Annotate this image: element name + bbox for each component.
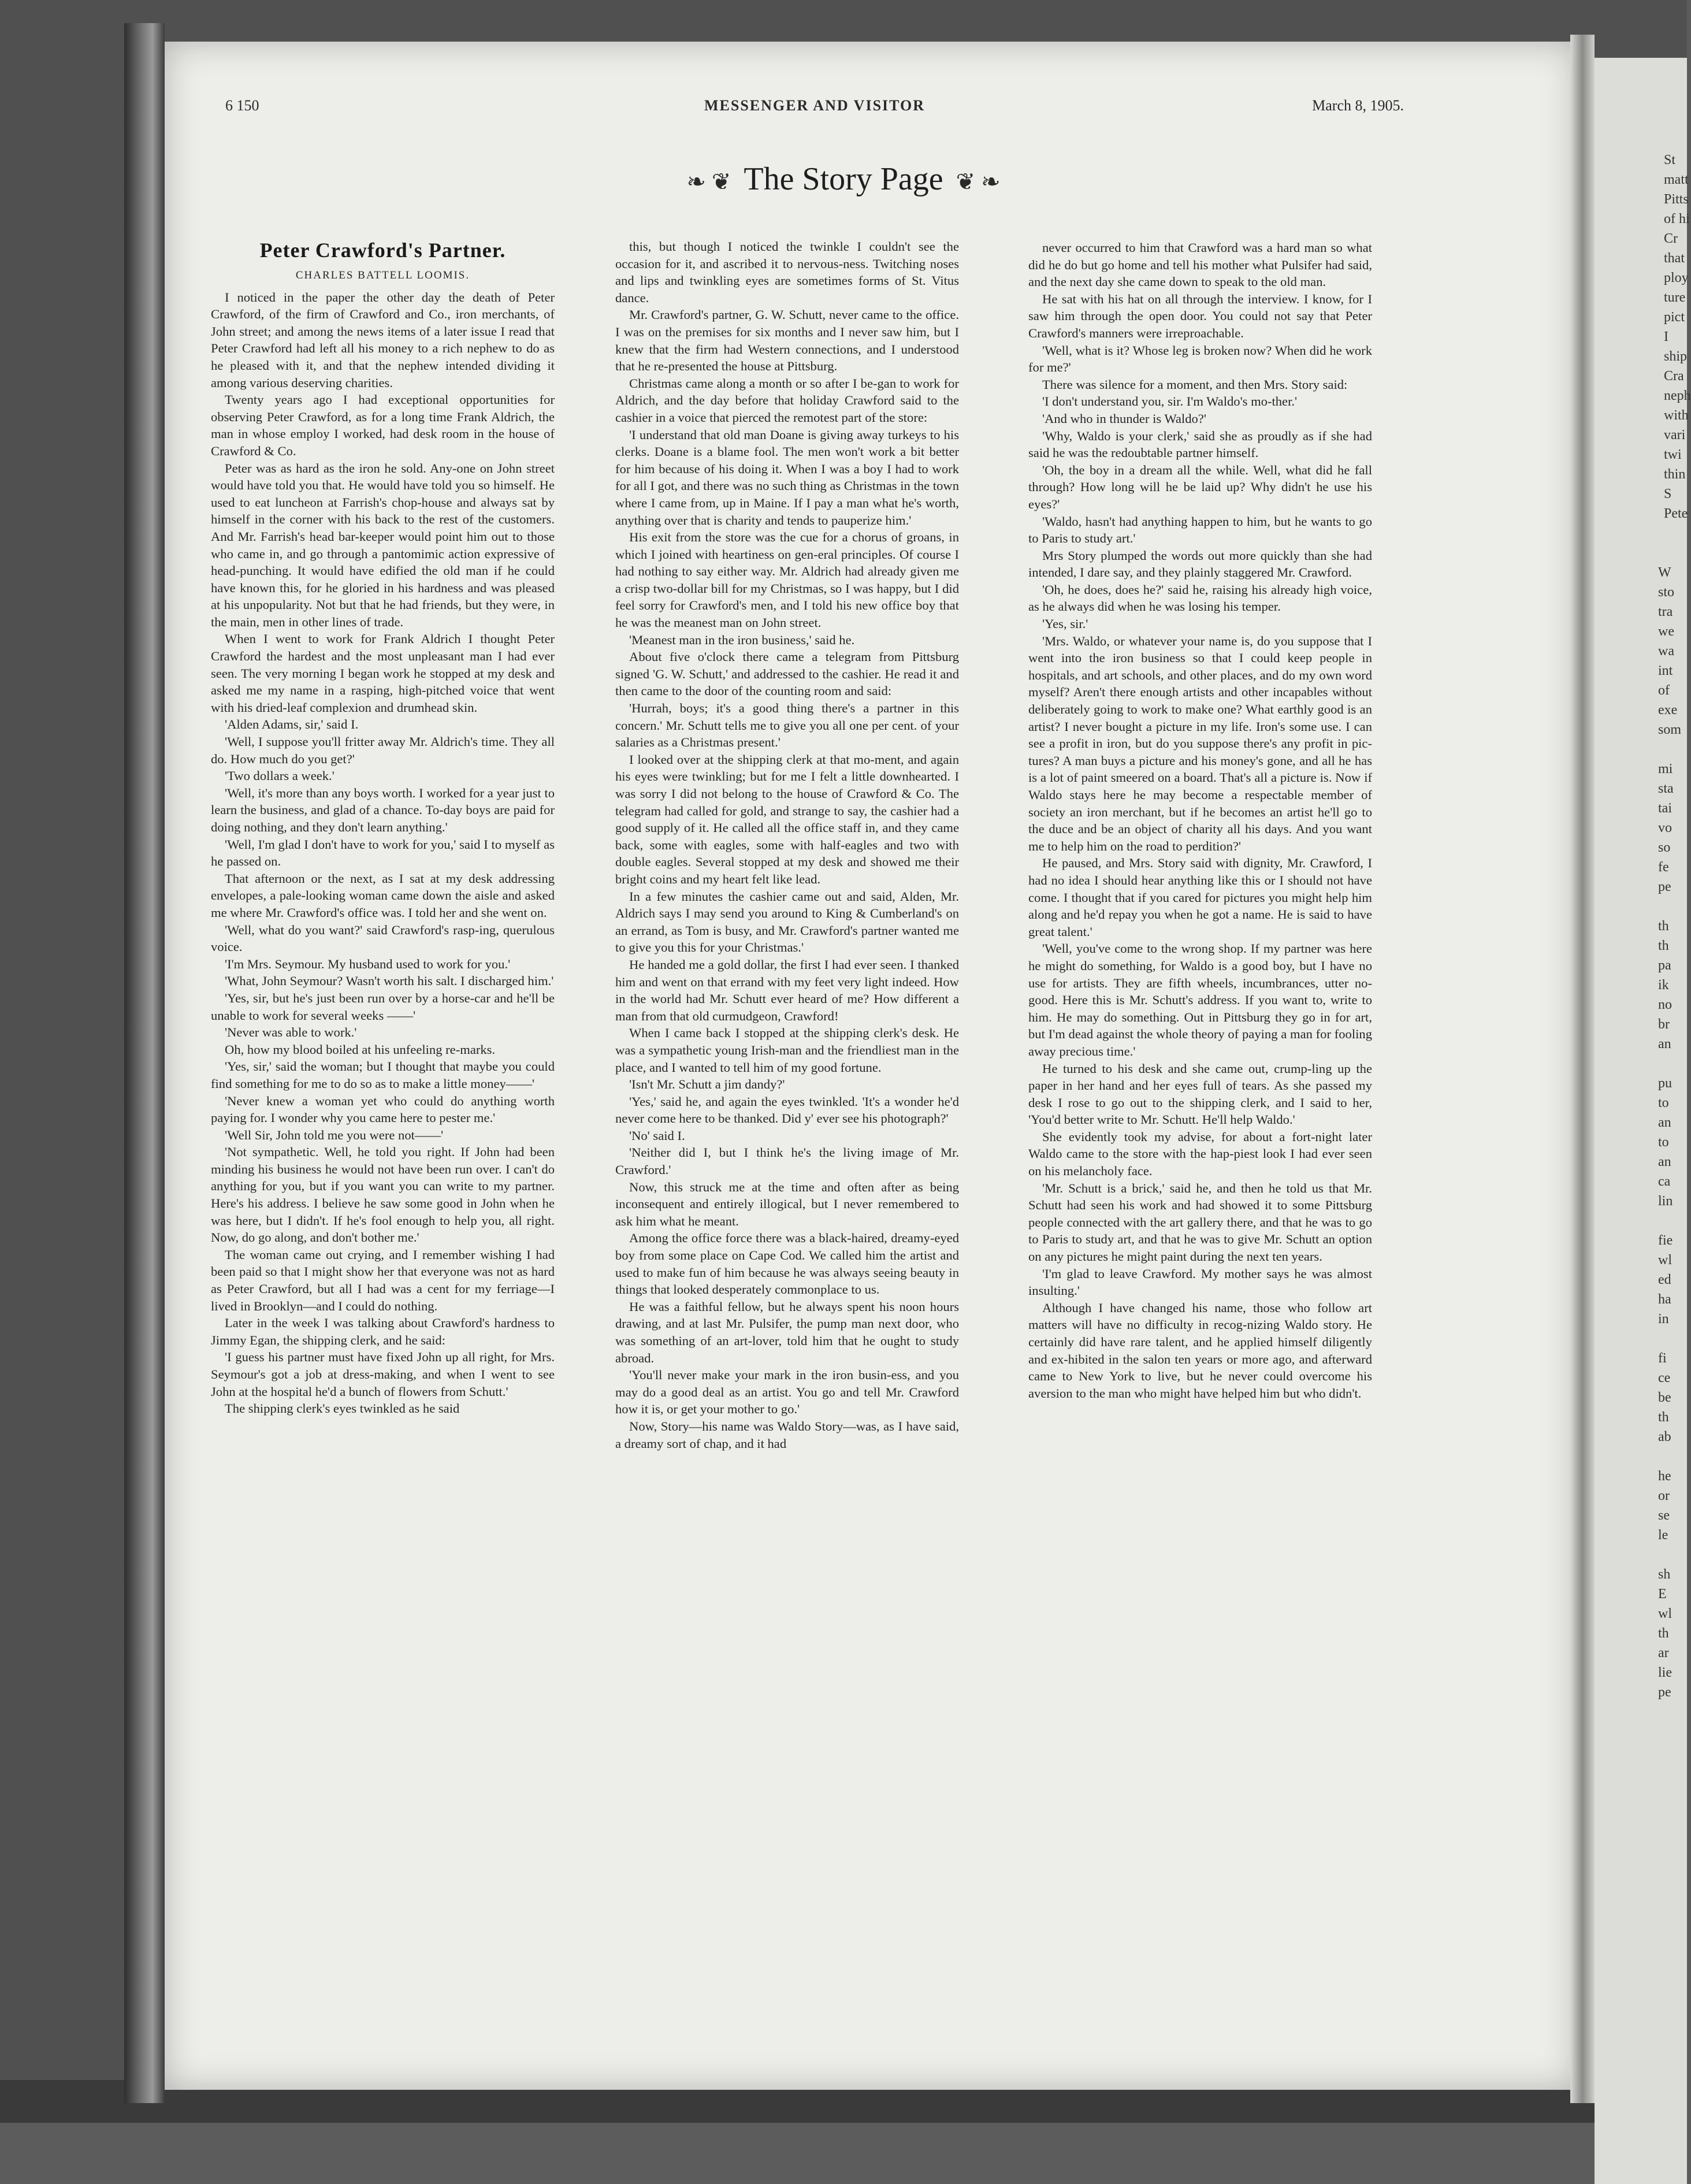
page-header: [225, 97, 1404, 120]
adjacent-page-line: mi: [1658, 762, 1673, 777]
adjacent-page-line: [1595, 1054, 1687, 1074]
adjacent-page-line: Pete: [1664, 506, 1688, 521]
adjacent-page-line: ca: [1658, 1174, 1671, 1189]
story-paragraph: 'Yes,' said he, and again the eyes twinkled. 'It's a wonder he'd never come here to be thanked. Did y' ever see his photograph?': [615, 1094, 959, 1126]
page-binding-edge: [1570, 35, 1595, 2103]
adjacent-page-line: br: [1658, 1017, 1670, 1032]
story-paragraph: never occurred to him that Crawford was a hard man so what did he do but go home and tell his mother what Pulsifer had said, and the next day she came down to speak to the old man.: [1028, 240, 1372, 289]
story-paragraph: 'Meanest man in the iron business,' said he.: [629, 632, 855, 647]
story-paragraph: He handed me a gold dollar, the first I had ever seen. I thanked him and went on that errand with my feet very light indeed. How in the world had Mr. Schutt ever heard of me? How different a man from that old curmudgeon, Crawford!: [615, 957, 959, 1023]
story-paragraph: 'Alden Adams, sir,' said I.: [225, 717, 359, 732]
adjacent-page-line: he: [1658, 1469, 1671, 1484]
adjacent-page-line: neph: [1664, 388, 1691, 403]
adjacent-page-line: som: [1658, 722, 1682, 737]
adjacent-page-line: th: [1658, 919, 1669, 934]
text-column-2: [615, 238, 959, 1971]
adjacent-page-line: [1595, 740, 1687, 759]
story-paragraph: Among the office force there was a black-haired, dreamy-eyed boy from some place on Cape Cod. We called him the artist and used to make fun of him because he was always seeing beauty in things that looked desperately commonplace to us.: [615, 1231, 959, 1297]
story-paragraph: 'Never was able to work.': [225, 1025, 357, 1040]
story-paragraph: 'Hurrah, boys; it's a good thing there's a partner in this concern.' Mr. Schutt tells me to give you all one per cent. of your salaries as a Christmas present.': [615, 701, 959, 750]
adjacent-page-line: in: [1658, 1312, 1669, 1327]
adjacent-page-line: lin: [1658, 1194, 1673, 1209]
story-paragraph: this, but though I noticed the twinkle I couldn't see the occasion for it, and ascribed it to nervous-ness. Twitching noses and lips and twinkling eyes are sometimes forms of St. Vitus dance.: [615, 239, 959, 305]
story-paragraph: 'Two dollars a week.': [225, 768, 335, 783]
issue-date: March 8, 1905.: [1312, 97, 1404, 114]
adjacent-page-line: thin: [1664, 467, 1686, 482]
adjacent-page-line: tai: [1658, 801, 1672, 816]
adjacent-page-line: W: [1658, 565, 1671, 580]
story-paragraph: 'Isn't Mr. Schutt a jim dandy?': [629, 1077, 785, 1092]
story-paragraph: 'I'm Mrs. Seymour. My husband used to work for you.': [225, 956, 511, 971]
adjacent-page-line: pict: [1664, 310, 1685, 325]
adjacent-page-line: ture: [1664, 290, 1686, 305]
story-paragraph: Mrs Story plumped the words out more quickly than she had intended, I dare say, and they plainly staggered Mr. Crawford.: [1028, 548, 1372, 580]
section-heading: [578, 161, 1109, 201]
story-paragraph: His exit from the store was the cue for a chorus of groans, in which I joined with heartiness on gen-eral principles. Of course I had nothing to say either way. Mr. Aldrich had already given me a crisp two-dollar bill for my Christmas, so I was happy, but I did feel sorry for Crawford's men, and I told his new office boy that he was the meanest man on John street.: [615, 530, 959, 630]
story-paragraph: The shipping clerk's eyes twinkled as he said: [225, 1401, 460, 1416]
story-paragraph: 'Yes, sir.': [1042, 616, 1088, 632]
adjacent-page-line: wl: [1658, 1606, 1672, 1621]
text-column-1: [211, 237, 555, 1970]
story-paragraph: 'Why, Waldo is your clerk,' said she as proudly as if she had said he was the redoubtable partner himself.: [1028, 428, 1372, 460]
adjacent-page-line: ce: [1658, 1370, 1671, 1386]
adjacent-page-line: an: [1658, 1154, 1671, 1169]
story-title: Peter Crawford's Partner.: [259, 239, 506, 262]
story-paragraph: 'Well, it's more than any boys worth. I worked for a year just to learn the business, and glad of a chance. To-day boys are paid for doing nothing, and they don't learn anything.': [211, 785, 555, 834]
adjacent-page-line: pe: [1658, 879, 1671, 894]
story-paragraph: 'Neither did I, but I think he's the living image of Mr. Crawford.': [615, 1145, 959, 1178]
right-ornament-icon: ❦ ❧: [956, 169, 1001, 195]
adjacent-page-line: or: [1658, 1488, 1670, 1503]
adjacent-page-line: to: [1658, 1135, 1669, 1150]
adjacent-page-line: with: [1664, 408, 1689, 423]
adjacent-page-line: sto: [1658, 585, 1675, 600]
adjacent-page-line: Pitts: [1664, 192, 1689, 207]
story-paragraph: Twenty years ago I had exceptional opportunities for observing Peter Crawford, as for a long time Frank Aldrich, the man in whose employ I worked, had desk room in the house of Crawford & Co.: [211, 392, 555, 458]
adjacent-page-line: S: [1664, 486, 1672, 502]
story-paragraph: 'Well, what do you want?' said Crawford's rasp-ing, querulous voice.: [211, 922, 555, 954]
adjacent-page-line: ar: [1658, 1646, 1669, 1661]
story-byline: CHARLES BATTELL LOOMIS.: [295, 269, 470, 281]
adjacent-page-line: ab: [1658, 1429, 1671, 1444]
adjacent-page-line: [1595, 1447, 1687, 1466]
story-paragraph: 'Waldo, hasn't had anything happen to him, but he wants to go to Paris to study art.': [1028, 514, 1372, 546]
adjacent-page-line: fi: [1658, 1351, 1667, 1366]
story-paragraph: He sat with his hat on all through the interview. I know, for I saw him through the open door. You could not say that Peter Crawford's manners were irreproachable.: [1028, 291, 1372, 340]
story-paragraph: Although I have changed his name, those who follow art matters will have no difficulty in recog-nizing Waldo story. He certainly did have rare talent, and he applied himself diligently and ex-hibited in the salon ten years or more ago, and afterward came to New York to live, but he never could overcome his aversion to the man who might have helped him but who didn't.: [1028, 1300, 1372, 1401]
adjacent-page-line: ha: [1658, 1292, 1671, 1307]
story-paragraph: He paused, and Mrs. Story said with dignity, Mr. Crawford, I had no idea I should hear anything like this or I should not have come. I thought that if you cared for pictures you might help him along and he'd repay you when he got a name. He is said to have great talent.': [1028, 856, 1372, 939]
adjacent-page-line: vo: [1658, 820, 1672, 835]
adjacent-page-line: th: [1658, 1410, 1669, 1425]
adjacent-page-line: to: [1658, 1095, 1669, 1110]
adjacent-page-fragment: [1595, 58, 1691, 2184]
section-title-text: The Story Page: [744, 161, 943, 197]
story-paragraph: He was a faithful fellow, but he always spent his noon hours drawing, and at last Mr. Pulsifer, the pump man next door, who was something of an art-lover, told him that he ought to study abroad.: [615, 1299, 959, 1365]
story-paragraph: She evidently took my advise, for about a fort-night later Waldo came to the store with the hap-piest look I had ever seen on his melancholy face.: [1028, 1129, 1372, 1179]
story-paragraph: 'Well, I suppose you'll fritter away Mr. Aldrich's time. They all do. How much do you get?': [211, 734, 555, 766]
left-ornament-icon: ❧ ❦: [686, 169, 731, 195]
story-paragraph: I noticed in the paper the other day the death of Peter Crawford, of the firm of Crawford and Co., iron merchants, of John street; and among the news items of a later issue I read that Peter Crawford had left all his money to a rich nephew to do as he pleased with it, and that the nephew intended dividing it among various deserving charities.: [211, 289, 555, 390]
adjacent-page-line: [1595, 543, 1687, 563]
story-paragraph: I looked over at the shipping clerk at that mo-ment, and again his eyes were twinkling; but for me I felt a little downhearted. I was sorry I did not belong to the house of Crawford & Co. The telegram had called for gold, and strange to say, the cashier had a good supply of it. He called all the office staff in, and they came back, some with eagles, some with half-eagles and two with double eagles. Several stopped at my desk and showed me their bright coins and my heart felt like lead.: [615, 752, 959, 886]
story-paragraph: 'I guess his partner must have fixed John up all right, for Mrs. Seymour's got a job at dress-making, and when I went to see John at the hospital he'd a bunch of flowers from Schutt.': [211, 1350, 555, 1399]
story-paragraph: 'You'll never make your mark in the iron busin-ess, and you may do a good deal as an artist. You go and tell Mr. Crawford how it is, or get your mother to go.': [615, 1368, 959, 1417]
adjacent-page-line: [1595, 897, 1687, 916]
adjacent-page-line: tra: [1658, 604, 1673, 619]
story-paragraph: 'Well, what is it? Whose leg is broken now? When did he work for me?': [1028, 343, 1372, 375]
story-paragraph: He turned to his desk and she came out, crump-ling up the paper in her hand and her eyes full of tears. As she passed my desk I rose to go out to the shipping clerk, and I said to her, 'You'd better write to Mr. Schutt. He'll help Waldo.': [1028, 1061, 1372, 1127]
story-paragraph: Peter was as hard as the iron he sold. Any-one on John street would have told you that. He would have told you so himself. He used to eat luncheon at Farrish's chop-house and always sat by himself in the corner with his back to the rest of the customers. And Mr. Farrish's head bar-keeper would point him out to those who came in, and go through a pantomimic action expressive of head-punching. It would have edified the old man if he could have known this, for he gloried in his hardness and was pleased at his unpopularity. Not but that he had friends, but they were, in the main, men in other lines of trade.: [211, 460, 555, 629]
adjacent-page-line: ik: [1658, 978, 1669, 993]
adjacent-page-line: so: [1658, 840, 1671, 855]
story-paragraph: 'I'm glad to leave Crawford. My mother says he was almost insulting.': [1028, 1266, 1372, 1298]
story-paragraph: 'Well, I'm glad I don't have to work for you,' said I to myself as he passed on.: [211, 837, 555, 869]
adjacent-page-line: pe: [1658, 1685, 1671, 1700]
adjacent-page-line: ship: [1664, 349, 1688, 364]
story-paragraph: 'Not sympathetic. Well, he told you right. If John had been minding his business he would not have been run over. I can't do anything for you, but if you want you can write to my partner. Here's his address. I believe he saw some good in John when he was here, but I didn't. If he's fool enough to help you, all right. Now, do go along, and don't bother me.': [211, 1145, 555, 1245]
adjacent-page-line: th: [1658, 1626, 1669, 1641]
adjacent-page-line: pa: [1658, 958, 1671, 973]
story-paragraph: 'Well Sir, John told me you were not——': [225, 1127, 444, 1142]
adjacent-page-line: an: [1658, 1037, 1671, 1052]
story-paragraph: 'Mrs. Waldo, or whatever your name is, do you suppose that I went into the iron business so that I could keep people in hospitals, and art schools, and other places, and do my own word myself? Aren't there enough artists and other incapables without deliberately going to work to make one? What earthly good is an artist? I never bought a picture in my life. Iron's some use. I can see a profit in iron, but do you suppose there's any profit in pic-tures? A man buys a picture and his money's gone, and all he has is a lot of paint smeered on a board. That's all a picture is. Now if Waldo stays here he may become a respectable member of society an iron merchant, but if he becomes an artist he'll go to the duce and be an object of charity all his days. And you want me to help him on the road to perdition?': [1028, 633, 1372, 853]
story-paragraph: 'Oh, he does, does he?' said he, raising his already high voice, as he always did when he was losing his temper.: [1028, 582, 1372, 614]
adjacent-page-line: of hi: [1664, 211, 1690, 226]
adjacent-page-line: sh: [1658, 1567, 1671, 1582]
adjacent-page-line: an: [1658, 1115, 1671, 1130]
story-paragraph: 'Well, you've come to the wrong shop. If my partner was here he might do something, for Waldo is a good boy, but I have no use for artists. They are fifth wheels, incumbrances, utter no-good. Here this is Mr. Schutt's address. If you want to, write to him. He may do something. Out in Pittsburg they go in for art, but I'm dead against the whole theory of paying a man for fooling away precious time.': [1028, 941, 1372, 1058]
story-paragraph: 'I don't understand you, sir. I'm Waldo's mo-ther.': [1042, 394, 1298, 409]
adjacent-page-line: th: [1658, 938, 1669, 953]
adjacent-page-line: fe: [1658, 860, 1669, 875]
story-paragraph: When I came back I stopped at the shipping clerk's desk. He was a sympathetic young Irish-man and the friendliest man in the place, and I wanted to tell him of my good fortune.: [615, 1026, 959, 1075]
story-paragraph: 'What, John Seymour? Wasn't worth his salt. I discharged him.': [225, 974, 554, 989]
story-paragraph: That afternoon or the next, as I sat at my desk addressing envelopes, a pale-looking woman came down the aisle and asked me where Mr. Crawford's office was. I told her and she went on.: [211, 871, 555, 920]
adjacent-page-line: E: [1658, 1587, 1667, 1602]
adjacent-page-line: matt: [1664, 172, 1689, 187]
story-paragraph: When I went to work for Frank Aldrich I thought Peter Crawford the hardest and the most unpleasant man I had ever seen. The very morning I began work he stopped at my desk and asked me my name in a rasping, high-pitched voice that went with his dried-leaf complexion and drumhead skin.: [211, 632, 555, 715]
story-paragraph: Mr. Crawford's partner, G. W. Schutt, never came to the office. I was on the premises for six months and I never saw him, but I knew that the firm had Western connections, and I understood that he re-presented the house at Pittsburg.: [615, 307, 959, 374]
story-paragraph: In a few minutes the cashier came out and said, Alden, Mr. Aldrich says I may send you around to King & Cumberland's on an errand, as Tom is busy, and Mr. Crawford's partner wanted me to give you this for your Christmas.': [615, 889, 959, 955]
story-paragraph: 'I understand that old man Doane is giving away turkeys to his clerks. Doane is a blame fool. The men won't work a bit better for him because of his doing it. When I was a boy I had to work for all I got, and there was no such thing as Christmas in the town where I came from, up in Maine. If I pay a man what he's worth, anything over that is charity and tends to pauperize him.': [615, 427, 959, 528]
adjacent-page-line: be: [1658, 1390, 1671, 1405]
adjacent-page-line: se: [1658, 1508, 1670, 1523]
story-paragraph: Oh, how my blood boiled at his unfeeling re-marks.: [225, 1042, 496, 1057]
story-paragraph: 'No' said I.: [629, 1128, 685, 1143]
adjacent-page-line: of: [1658, 683, 1670, 698]
adjacent-page-line: we: [1658, 624, 1674, 639]
adjacent-page-line: Cra: [1664, 369, 1684, 384]
adjacent-page-line: I: [1664, 329, 1668, 344]
story-paragraph: 'Yes, sir,' said the woman; but I thought that maybe you could find something for me to do so as to make a little money——': [211, 1059, 555, 1091]
adjacent-page-line: int: [1658, 663, 1673, 678]
adjacent-page-line: [1595, 1211, 1687, 1231]
adjacent-page-line: ed: [1658, 1272, 1671, 1287]
story-paragraph: Now, this struck me at the time and often after as being inconsequent and entirely illogical, but I never remembered to ask him what he meant.: [615, 1179, 959, 1228]
story-paragraph: 'Never knew a woman yet who could do anything worth paying for. I wonder why you came here to pester me.': [211, 1093, 555, 1126]
story-paragraph: There was silence for a moment, and then Mrs. Story said:: [1042, 377, 1348, 392]
adjacent-page-line: [1595, 523, 1687, 543]
text-column-3: [1028, 239, 1372, 1973]
adjacent-page-line: [1595, 1545, 1687, 1565]
story-paragraph: 'Yes, sir, but he's just been run over by a horse-car and he'll be unable to work for several weeks ——': [211, 990, 555, 1023]
book-gutter: [124, 23, 165, 2103]
story-paragraph: 'Mr. Schutt is a brick,' said he, and then he told us that Mr. Schutt had seen his work and had showed it to some Pittsburg people connected with the art gallery there, and that he was to go to Paris to study art, and that he was to give Mr. Schutt an option on any pictures he might paint during the next ten years.: [1028, 1180, 1372, 1264]
adjacent-page-line: le: [1658, 1528, 1668, 1543]
adjacent-page-line: lie: [1658, 1665, 1672, 1680]
adjacent-page-line: Cr: [1664, 231, 1678, 246]
adjacent-page-line: ploy: [1664, 270, 1689, 285]
adjacent-page-line: St: [1664, 153, 1676, 168]
adjacent-page-line: wl: [1658, 1253, 1672, 1268]
paper-title: MESSENGER AND VISITOR: [704, 97, 926, 114]
adjacent-page-line: [1595, 1329, 1687, 1349]
adjacent-page-line: no: [1658, 997, 1672, 1012]
story-paragraph: The woman came out crying, and I remember wishing I had been paid so that I might show her that everyone was not as hard as Peter Crawford, but all I had was a cent for my ferriage—I lived in Brooklyn—and I could do nothing.: [211, 1247, 555, 1313]
adjacent-page-line: twi: [1664, 447, 1682, 462]
story-paragraph: 'Oh, the boy in a dream all the while. Well, what did he fall through? How long will he be laid up? Why didn't he use his eyes?': [1028, 462, 1372, 511]
story-paragraph: Now, Story—his name was Waldo Story—was, as I have said, a dreamy sort of chap, and it had: [615, 1418, 959, 1451]
story-paragraph: About five o'clock there came a telegram from Pittsburg signed 'G. W. Schutt,' and addressed to the cashier. He read it and then came to the door of the counting room and said:: [615, 649, 959, 699]
adjacent-page-line: pu: [1658, 1076, 1672, 1091]
story-paragraph: Christmas came along a month or so after I be-gan to work for Aldrich, and the day before that holiday Crawford said to the cashier in a voice that pierced the remotest part of the store:: [615, 376, 959, 425]
story-paragraph: Later in the week I was talking about Crawford's hardness to Jimmy Egan, the shipping clerk, and he said:: [211, 1316, 555, 1347]
adjacent-page-line: vari: [1664, 428, 1686, 443]
adjacent-page-line: sta: [1658, 781, 1674, 796]
adjacent-page-line: wa: [1658, 644, 1674, 659]
story-paragraph: 'And who in thunder is Waldo?': [1042, 411, 1206, 426]
adjacent-page-line: fie: [1658, 1233, 1673, 1248]
adjacent-page-line: that: [1664, 251, 1685, 266]
page-number: 6 150: [225, 97, 259, 114]
adjacent-page-line: exe: [1658, 703, 1678, 718]
